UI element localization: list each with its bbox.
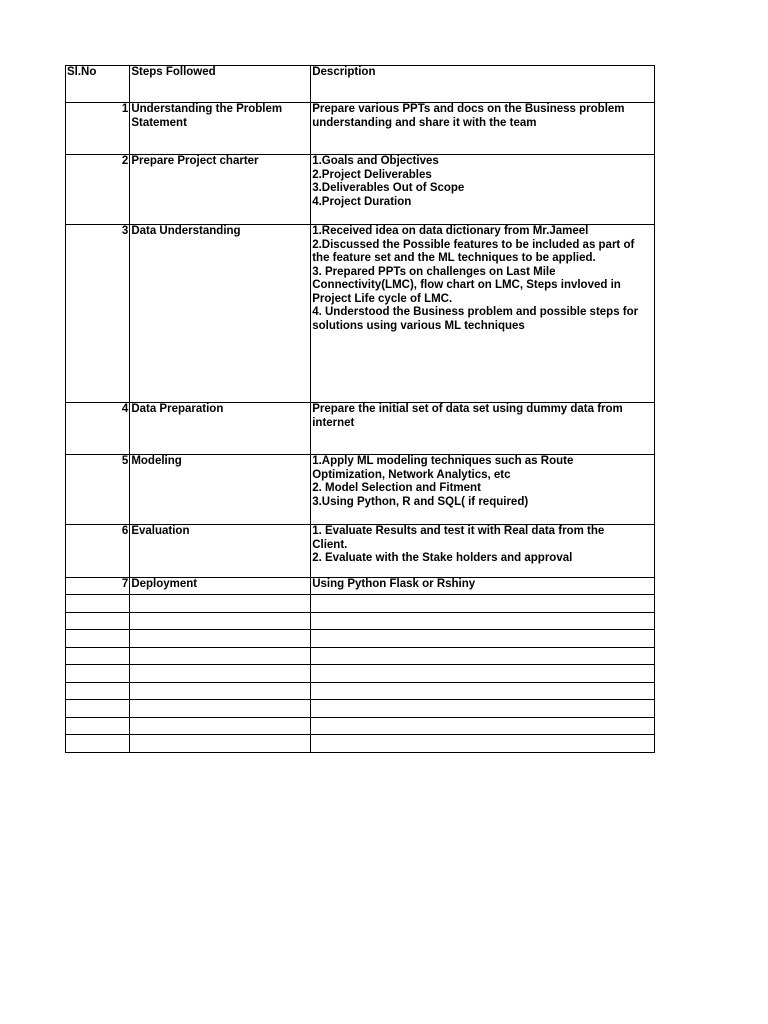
row-step [130, 155, 311, 225]
description-line: Connectivity(LMC), flow chart on LMC, Steps invloved in [312, 279, 621, 291]
empty-cell [311, 718, 655, 735]
row-step [130, 578, 311, 595]
description-line: Client. [312, 538, 348, 551]
description-line: internet [312, 416, 355, 429]
step-line: Statement [131, 116, 187, 129]
row-step [130, 225, 311, 403]
row-description [311, 525, 655, 578]
empty-cell [66, 648, 130, 665]
description-line: solutions using various ML techniques [312, 319, 525, 332]
row-description [311, 578, 655, 595]
row-step [130, 403, 311, 455]
empty-row [66, 630, 655, 648]
description-line: the feature set and the ML techniques to be applied. [312, 252, 596, 264]
empty-row [66, 700, 655, 718]
empty-cell [311, 665, 655, 683]
empty-cell [66, 630, 130, 648]
row-step [130, 103, 311, 155]
step-line: Prepare Project charter [131, 155, 259, 167]
header-sl-no: Sl.No [66, 66, 130, 103]
steps-table [65, 65, 655, 753]
row-description [311, 403, 655, 455]
description-line: 3. Prepared PPTs on challenges on Last Mile [312, 265, 556, 278]
description-line: 2. Model Selection and Fitment [312, 482, 481, 494]
row-number: 7 [66, 578, 130, 595]
empty-cell [66, 700, 130, 718]
empty-cell [311, 648, 655, 665]
row-description [311, 155, 655, 225]
description-line: 2. Evaluate with the Stake holders and approval [312, 552, 573, 564]
table-row [66, 155, 655, 225]
empty-cell [130, 718, 311, 735]
empty-cell [66, 665, 130, 683]
row-step [130, 455, 311, 525]
row-step [130, 525, 311, 578]
description-line: 1.Apply ML modeling techniques such as Route [312, 455, 574, 467]
row-description [311, 103, 655, 155]
empty-cell [130, 665, 311, 683]
empty-cell [311, 630, 655, 648]
empty-row [66, 665, 655, 683]
empty-cell [311, 613, 655, 630]
description-line: 3.Deliverables Out of Scope [312, 182, 465, 194]
row-number: 5 [66, 455, 130, 525]
description-line: Using Python Flask or Rshiny [312, 578, 476, 590]
description-line: 3.Using Python, R and SQL( if required) [312, 495, 529, 508]
description-line: 2.Project Deliverables [312, 168, 432, 181]
step-line: Data Understanding [131, 225, 241, 237]
description-line: Prepare the initial set of data set using dummy data from [312, 403, 623, 415]
table-row [66, 455, 655, 525]
row-number: 4 [66, 403, 130, 455]
description-line: Prepare various PPTs and docs on the Business problem [312, 103, 625, 115]
step-line: Understanding the Problem [131, 103, 283, 115]
table-row [66, 525, 655, 578]
table-row [66, 103, 655, 155]
row-number: 1 [66, 103, 130, 155]
row-number: 6 [66, 525, 130, 578]
step-line: Data Preparation [131, 403, 224, 415]
empty-cell [66, 595, 130, 613]
empty-cell [66, 735, 130, 753]
description-line: Optimization, Network Analytics, etc [312, 468, 511, 481]
empty-cell [130, 630, 311, 648]
empty-row [66, 683, 655, 700]
description-line: 1.Received idea on data dictionary from Mr.Jameel [312, 225, 589, 237]
description-line: 1. Evaluate Results and test it with Real data from the [312, 525, 605, 537]
empty-row [66, 595, 655, 613]
step-line: Deployment [131, 578, 198, 590]
empty-row [66, 613, 655, 630]
row-description [311, 455, 655, 525]
description-line: Project Life cycle of LMC. [312, 292, 453, 305]
description-line: understanding and share it with the team [312, 116, 537, 129]
empty-cell [130, 648, 311, 665]
header-row [66, 66, 655, 103]
description-line: 4.Project Duration [312, 195, 412, 208]
description-line: 1.Goals and Objectives [312, 155, 439, 167]
empty-cell [311, 735, 655, 753]
empty-cell [311, 595, 655, 613]
empty-cell [130, 735, 311, 753]
empty-cell [130, 613, 311, 630]
table-row [66, 403, 655, 455]
empty-cell [311, 683, 655, 700]
row-number: 3 [66, 225, 130, 403]
table-row [66, 225, 655, 403]
empty-cell [130, 595, 311, 613]
header-description: Description [311, 66, 655, 103]
empty-row [66, 648, 655, 665]
row-description [311, 225, 655, 403]
table-row [66, 578, 655, 595]
empty-row [66, 718, 655, 735]
description-line: 2.Discussed the Possible features to be included as part of [312, 238, 635, 251]
empty-cell [130, 683, 311, 700]
empty-row [66, 735, 655, 753]
row-number: 2 [66, 155, 130, 225]
empty-cell [130, 700, 311, 718]
empty-cell [66, 613, 130, 630]
empty-cell [66, 683, 130, 700]
empty-cell [66, 718, 130, 735]
empty-cell [311, 700, 655, 718]
step-line: Evaluation [131, 525, 190, 537]
step-line: Modeling [131, 455, 182, 467]
header-steps-followed: Steps Followed [130, 66, 311, 103]
description-line: 4. Understood the Business problem and possible steps for [312, 306, 639, 318]
